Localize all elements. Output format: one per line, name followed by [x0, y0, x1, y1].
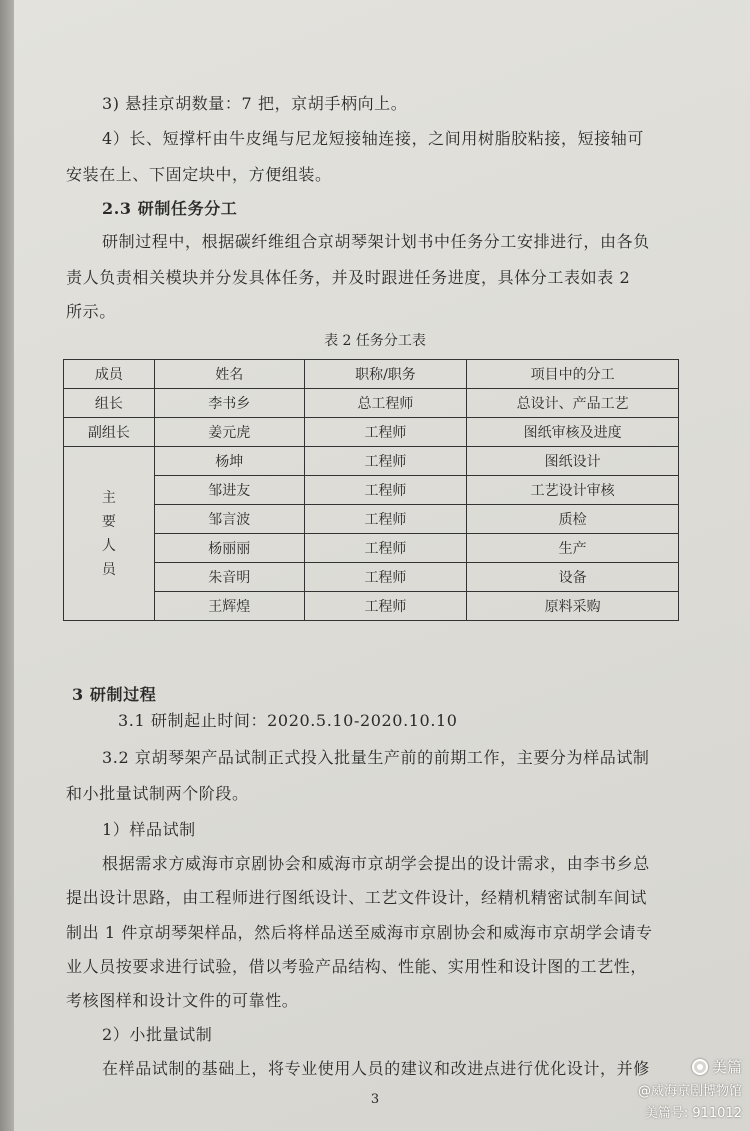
- cell-duty: 图纸审核及进度: [467, 418, 679, 447]
- cell-name: 杨坤: [154, 447, 304, 476]
- role-char: 要: [101, 513, 116, 530]
- body-line-3: 安装在上、下固定块中，方便组装。: [66, 165, 332, 184]
- cell-duty: 质检: [467, 505, 679, 534]
- watermark-logo-text: 美篇: [711, 1058, 742, 1076]
- role-char: 主: [101, 489, 116, 506]
- task-division-table: [63, 359, 679, 621]
- para1-line-2: 提出设计思路，由工程师进行图纸设计、工艺文件设计，经精机精密试制车间试: [66, 888, 648, 907]
- body-line-5: 研制过程中，根据碳纤维组合京胡琴架计划书中任务分工安排进行，由各负: [102, 232, 650, 251]
- cell-title: 工程师: [304, 476, 467, 505]
- para1-line-4: 业人员按要求进行试验，借以考验产品结构、性能、实用性和设计图的工艺性，: [66, 957, 648, 976]
- subsection-3-1: 3.1 研制起止时间：2020.5.10-2020.10.10: [118, 711, 458, 730]
- cell-name: 邹进友: [154, 476, 304, 505]
- para1-line-5: 考核图样和设计文件的可靠性。: [66, 991, 299, 1010]
- cell-name: 姜元虎: [154, 418, 304, 447]
- table-header-row: [64, 360, 679, 389]
- watermark-source: @威海京剧博物馆: [637, 1084, 742, 1099]
- table-row: [64, 418, 679, 447]
- watermark-logo: [692, 1056, 742, 1077]
- cell-title: 工程师: [304, 505, 467, 534]
- header-title: 职称/职务: [304, 360, 467, 389]
- role-char: 员: [101, 561, 116, 578]
- cell-duty: 总设计、产品工艺: [467, 389, 679, 418]
- watermark-account: 美篇号: 911012: [644, 1106, 742, 1121]
- para2-line-1: 在样品试制的基础上，将专业使用人员的建议和改进点进行优化设计，并修: [102, 1059, 650, 1078]
- cell-name: 李书乡: [154, 389, 304, 418]
- table-row: [64, 534, 679, 563]
- section-heading-2-3: 2.3 研制任务分工: [102, 199, 238, 218]
- cell-title: 工程师: [304, 534, 467, 563]
- body-line-7: 所示。: [66, 302, 116, 321]
- subheading-small-batch-trial: 2）小批量试制: [102, 1025, 213, 1044]
- cell-title: 工程师: [304, 563, 467, 592]
- cell-name: 邹言波: [154, 505, 304, 534]
- body-line-6: 责人负责相关模块并分发具体任务，并及时跟进任务进度，具体分工表如表 2: [66, 268, 631, 287]
- meipian-logo-icon: [692, 1059, 708, 1075]
- cell-title: 工程师: [304, 418, 467, 447]
- body-line-1: 3) 悬挂京胡数量：7 把，京胡手柄向上。: [102, 94, 408, 113]
- cell-duty: 原料采购: [467, 592, 679, 621]
- cell-role: 组长: [64, 389, 155, 418]
- cell-duty: 图纸设计: [467, 447, 679, 476]
- table-caption: 表 2 任务分工表: [324, 333, 426, 349]
- cell-role: 副组长: [64, 418, 155, 447]
- table-row: [64, 389, 679, 418]
- cell-title: 工程师: [304, 592, 467, 621]
- body-line-2: 4）长、短撑杆由牛皮绳与尼龙短接轴连接，之间用树脂胶粘接，短接轴可: [102, 129, 644, 148]
- cell-duty: 工艺设计审核: [467, 476, 679, 505]
- table-row: [64, 563, 679, 592]
- table-row: [64, 505, 679, 534]
- header-name: 姓名: [154, 360, 304, 389]
- page-number: 3: [370, 1092, 380, 1107]
- subheading-sample-trial: 1）样品试制: [102, 820, 196, 839]
- cell-name: 杨丽丽: [154, 534, 304, 563]
- header-member: 成员: [64, 360, 155, 389]
- role-char: 人: [101, 537, 116, 554]
- section-heading-3: 3 研制过程: [72, 685, 157, 704]
- cell-role-main-members: [64, 447, 155, 621]
- table-row: [64, 476, 679, 505]
- para1-line-3: 制出 1 件京胡琴架样品，然后将样品送至威海市京剧协会和威海市京胡学会请专: [66, 923, 653, 942]
- cell-name: 王辉煌: [154, 592, 304, 621]
- cell-title: 总工程师: [304, 389, 467, 418]
- cell-title: 工程师: [304, 447, 467, 476]
- table-row: [64, 447, 679, 476]
- header-duty: 项目中的分工: [467, 360, 679, 389]
- cell-name: 朱音明: [154, 563, 304, 592]
- subsection-3-2-line-2: 和小批量试制两个阶段。: [66, 784, 249, 803]
- table-row: [64, 592, 679, 621]
- cell-duty: 设备: [467, 563, 679, 592]
- subsection-3-2-line-1: 3.2 京胡琴架产品试制正式投入批量生产前的前期工作，主要分为样品试制: [102, 748, 650, 767]
- para1-line-1: 根据需求方威海市京剧协会和威海市京胡学会提出的设计需求，由李书乡总: [102, 854, 650, 873]
- cell-duty: 生产: [467, 534, 679, 563]
